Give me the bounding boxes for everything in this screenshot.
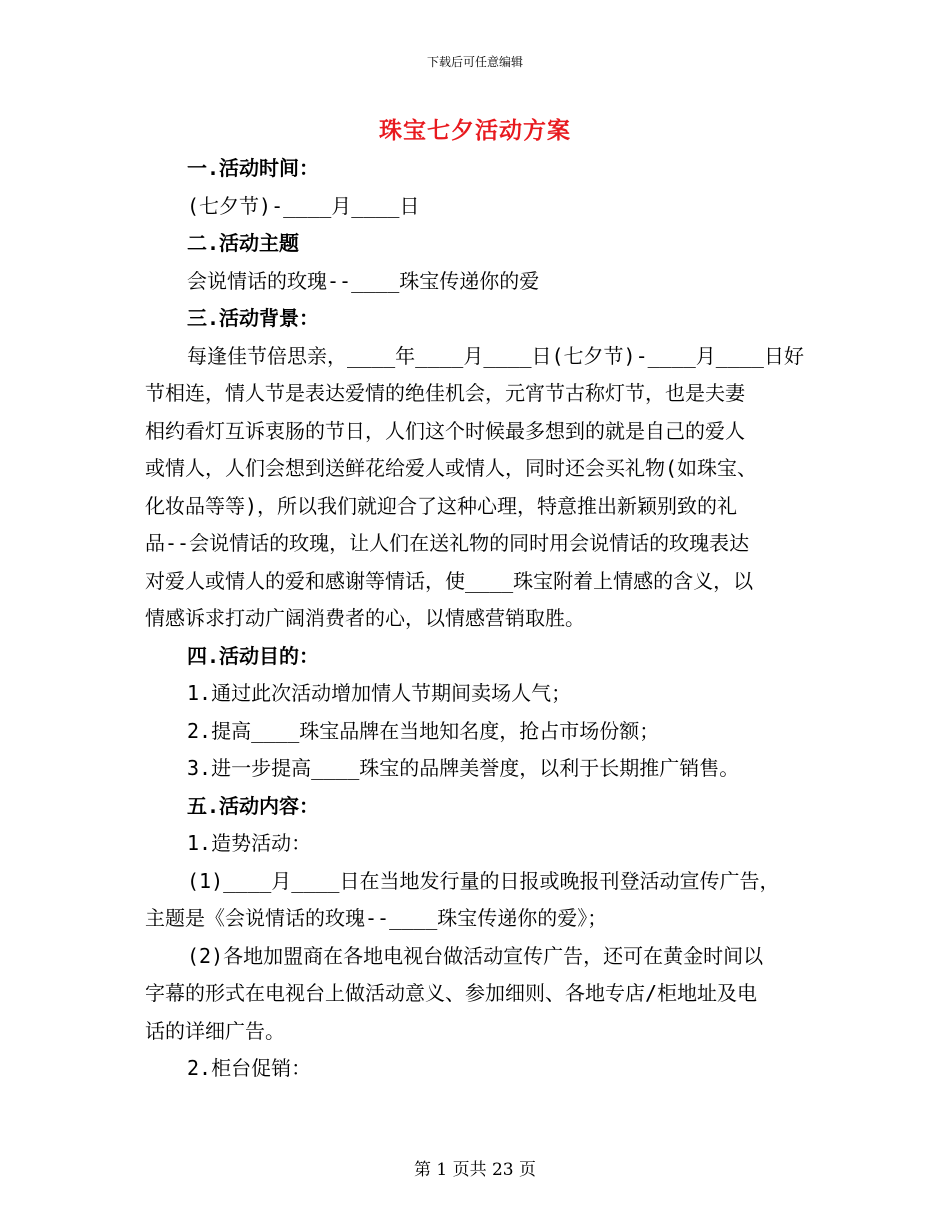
section-heading-theme: 二.活动主题	[187, 231, 300, 255]
paragraph-line: 每逢佳节倍思亲，____年____月____日(七夕节)-____月____日好	[187, 343, 804, 368]
list-item: 1.造势活动：	[187, 831, 312, 855]
list-item: 2.提高____珠宝品牌在当地知名度，抢占市场份额；	[187, 718, 660, 743]
paragraph-line: 化妆品等等)，所以我们就迎合了这种心理，特意推出新颖别致的礼	[145, 493, 738, 518]
paragraph-line: 相约看灯互诉衷肠的节日，人们这个时候最多想到的就是自己的爱人	[145, 418, 745, 443]
page-header-note: 下载后可任意编辑	[426, 55, 523, 69]
list-item: 3.进一步提高____珠宝的品牌美誉度，以利于长期推广销售。	[187, 756, 740, 780]
paragraph-line: 话的详细广告。	[145, 1018, 285, 1043]
section-heading-background: 三.活动背景：	[187, 306, 320, 330]
paragraph-line: 会说情话的玫瑰--____珠宝传递你的爱	[187, 268, 540, 293]
paragraph-line: (1)____月____日在当地发行量的日报或晚报刊登活动宣传广告，	[187, 868, 780, 893]
paragraph-line: 品--会说情话的玫瑰，让人们在送礼物的同时用会说情话的玫瑰表达	[145, 531, 750, 555]
paragraph-line: 或情人，人们会想到送鲜花给爱人或情人，同时还会买礼物(如珠宝、	[145, 456, 758, 480]
list-item: 2.柜台促销：	[187, 1056, 312, 1080]
section-heading-content: 五.活动内容：	[187, 793, 320, 818]
paragraph-line: 主题是《会说情话的玫瑰--____珠宝传递你的爱》；	[145, 906, 608, 930]
page-number: 第 1 页共 23 页	[413, 1160, 537, 1180]
paragraph-line: 对爱人或情人的爱和感谢等情话，使____珠宝附着上情感的含义，以	[145, 568, 754, 593]
paragraph-line: 节相连，情人节是表达爱情的绝佳机会，元宵节古称灯节，也是夫妻	[145, 381, 745, 405]
page-title: 珠宝七夕活动方案	[379, 118, 571, 144]
paragraph-line: 字幕的形式在电视台上做活动意义、参加细则、各地专店/柜地址及电	[145, 981, 758, 1005]
section-heading-time: 一.活动时间：	[187, 156, 320, 180]
document-body	[145, 150, 810, 1088]
section-heading-purpose: 四.活动目的：	[187, 643, 320, 668]
paragraph-line: (2)各地加盟商在各地电视台做活动宣传广告，还可在黄金时间以	[187, 943, 764, 968]
list-item: 1.通过此次活动增加情人节期间卖场人气；	[187, 681, 572, 705]
paragraph-line: 情感诉求打动广阔消费者的心，以情感营销取胜。	[145, 606, 585, 630]
paragraph-line: (七夕节)-____月____日	[187, 193, 420, 218]
